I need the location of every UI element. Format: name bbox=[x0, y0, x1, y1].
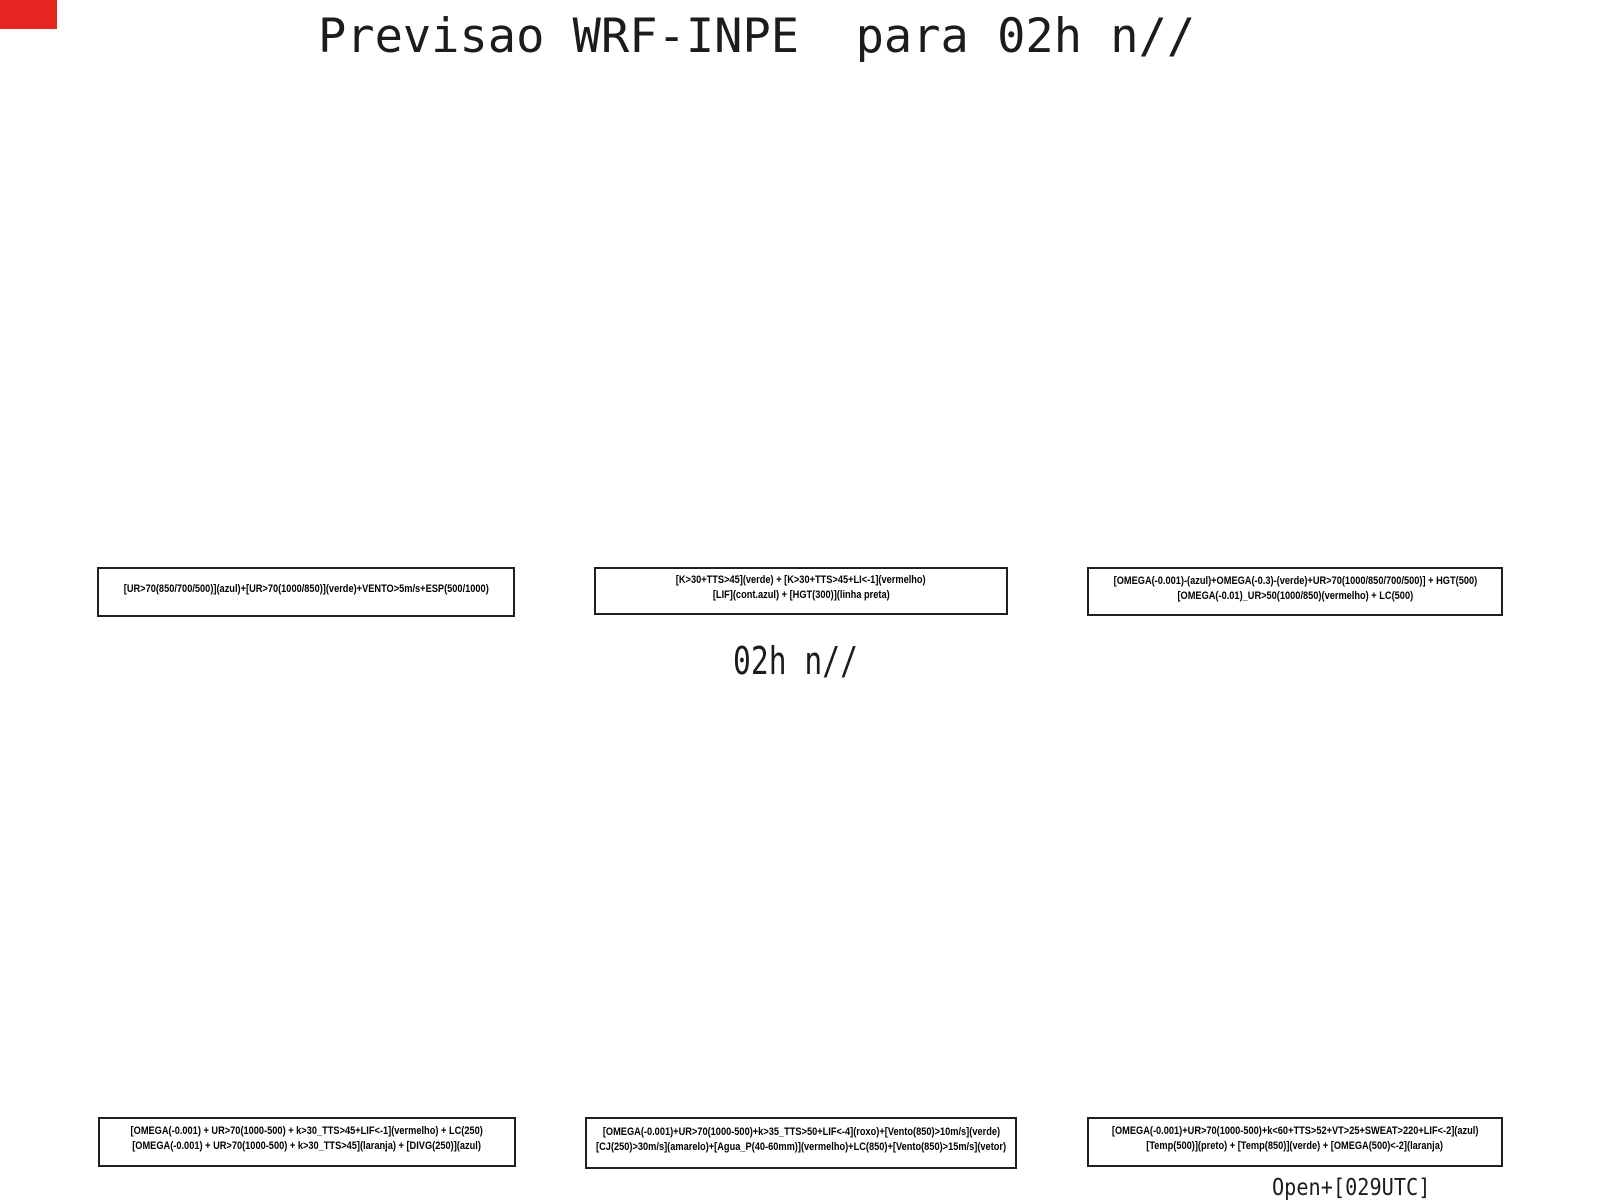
caption-panel-top-right bbox=[1087, 567, 1503, 616]
caption-line: [OMEGA(-0.001) + UR>70(1000-500) + k>30_TTS>45](laranja) + [DIVG(250)](azul) bbox=[132, 1140, 482, 1152]
red-corner-marker bbox=[0, 0, 57, 29]
caption-panel-bottom-center bbox=[585, 1117, 1017, 1169]
caption-line: [LIF](cont.azul) + [HGT(300)](linha preta) bbox=[712, 589, 890, 601]
footer-open-label: Open+[029UTC] bbox=[1272, 1175, 1431, 1201]
caption-line: [OMEGA(-0.001)+UR>70(1000-500)+k<60+TTS>52+VT>25+SWEAT>220+LIF<-2](azul) bbox=[1111, 1125, 1479, 1137]
caption-panel-top-left bbox=[97, 567, 515, 617]
frame-time-label: 02h n// bbox=[733, 639, 858, 683]
caption-line: [OMEGA(-0.001) + UR>70(1000-500) + k>30_TTS>45+LIF<-1](vermelho) + LC(250) bbox=[130, 1125, 484, 1137]
page-title: Previsao WRF-INPE para 02h n// bbox=[318, 9, 1196, 64]
caption-line: [UR>70(850/700/500)](azul)+[UR>70(1000/850)](verde)+VENTO>5m/s+ESP(500/1000) bbox=[123, 582, 489, 595]
caption-panel-bottom-right bbox=[1087, 1117, 1503, 1167]
caption-panel-bottom-left bbox=[98, 1117, 516, 1167]
caption-panel-top-center bbox=[594, 567, 1008, 615]
caption-line: [CJ(250)>30m/s](amarelo)+[Agua_P(40-60mm)](vermelho)+LC(850)+[Vento(850)>15m/s](vetor) bbox=[595, 1141, 1007, 1153]
caption-line: [OMEGA(-0.001)+UR>70(1000-500)+k>35_TTS>50+LIF<-4](roxo)+[Vento(850)>10m/s](verde) bbox=[602, 1126, 1000, 1138]
caption-line: [OMEGA(-0.001)-(azul)+OMEGA(-0.3)-(verde)+UR>70(1000/850/700/500)] + HGT(500) bbox=[1113, 574, 1477, 587]
caption-line: [K>30+TTS>45](verde) + [K>30+TTS>45+LI<-1](vermelho) bbox=[676, 574, 926, 586]
caption-line: [OMEGA(-0.01)_UR>50(1000/850)(vermelho) + LC(500) bbox=[1177, 589, 1413, 602]
caption-line: [Temp(500)](preto) + [Temp(850)](verde) + [OMEGA(500)<-2](laranja) bbox=[1146, 1140, 1444, 1152]
